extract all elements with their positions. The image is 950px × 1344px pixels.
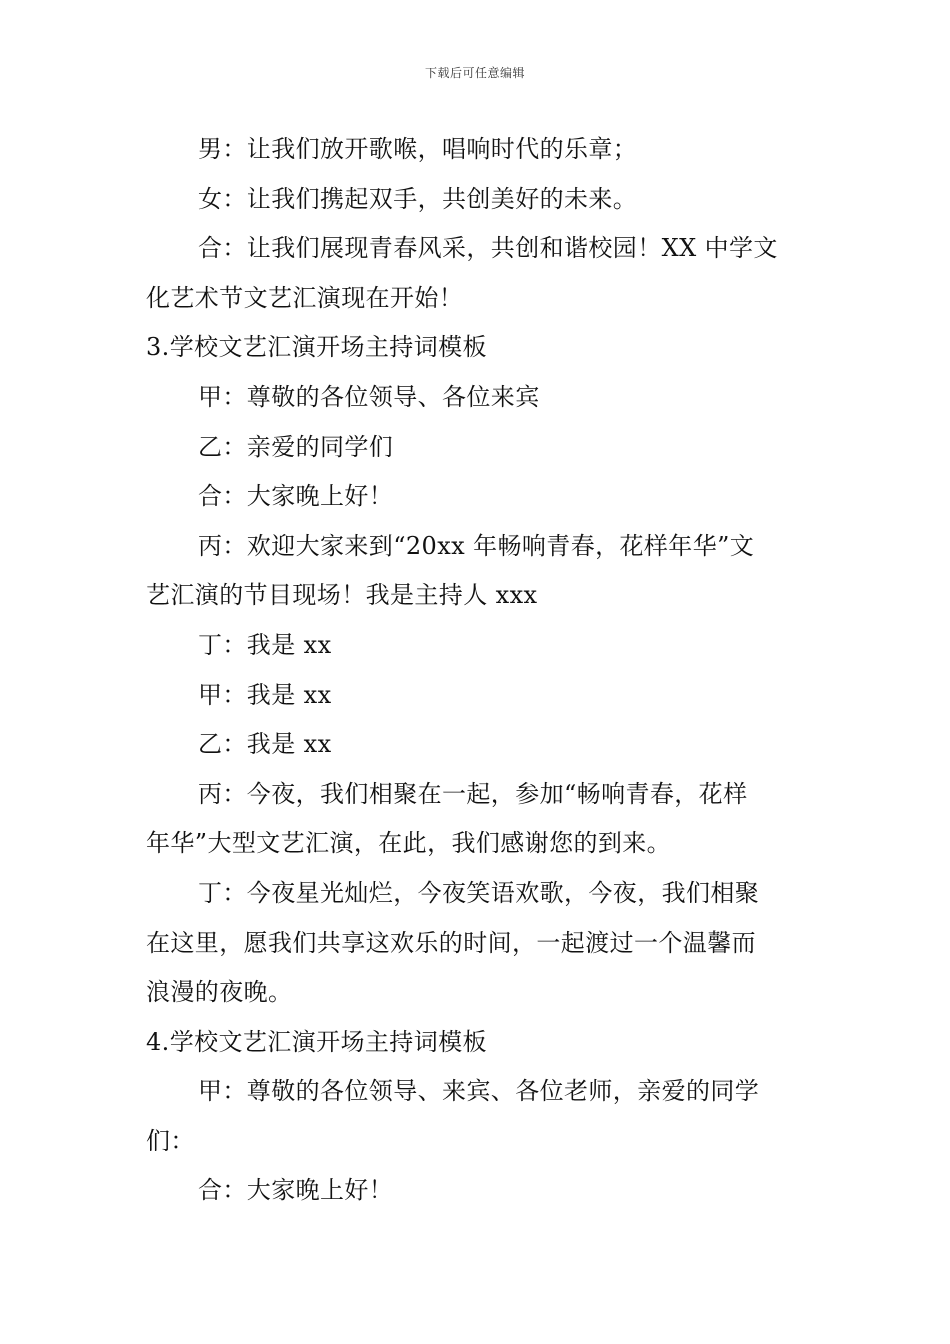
text-line: 们： <box>146 1126 195 1155</box>
page-header: 下载后可任意编辑 <box>424 66 525 80</box>
text-line: 艺汇演的节目现场！我是主持人 xxx <box>146 581 538 610</box>
section-heading: 4.学校文艺汇演开场主持词模板 <box>146 1027 487 1056</box>
text-line: 女：让我们携起双手，共创美好的未来。 <box>198 184 638 213</box>
text-line: 在这里，愿我们共享这欢乐的时间，一起渡过一个温馨而 <box>146 928 756 957</box>
text-line: 丙：今夜，我们相聚在一起，参加“畅响青春，花样 <box>198 779 748 808</box>
text-line: 合：大家晚上好！ <box>198 482 394 511</box>
text-line: 丁：今夜星光灿烂，今夜笑语欢歌，今夜，我们相聚 <box>198 878 760 907</box>
text-line: 丁：我是 xx <box>198 630 332 659</box>
text-line: 男：让我们放开歌喉，唱响时代的乐章； <box>198 135 638 163</box>
text-line: 乙：亲爱的同学们 <box>198 432 394 461</box>
text-line: 年华”大型文艺汇演，在此，我们感谢您的到来。 <box>146 829 672 858</box>
text-line: 甲：尊敬的各位领导、来宾、各位老师，亲爱的同学 <box>198 1077 760 1106</box>
text-line: 甲：尊敬的各位领导、各位来宾 <box>198 382 540 411</box>
document-body <box>146 130 806 1221</box>
text-line: 丙：欢迎大家来到“20xx 年畅响青春，花样年华”文 <box>198 531 755 560</box>
text-line: 合：让我们展现青春风采，共创和谐校园！XX 中学文 <box>198 234 778 263</box>
text-line: 化艺术节文艺汇演现在开始！ <box>146 283 464 312</box>
text-line: 浪漫的夜晚。 <box>146 978 293 1007</box>
text-line: 乙：我是 xx <box>198 730 332 759</box>
section-heading: 3.学校文艺汇演开场主持词模板 <box>146 333 487 362</box>
text-line: 合：大家晚上好！ <box>198 1176 394 1205</box>
text-line: 甲：我是 xx <box>198 680 332 709</box>
